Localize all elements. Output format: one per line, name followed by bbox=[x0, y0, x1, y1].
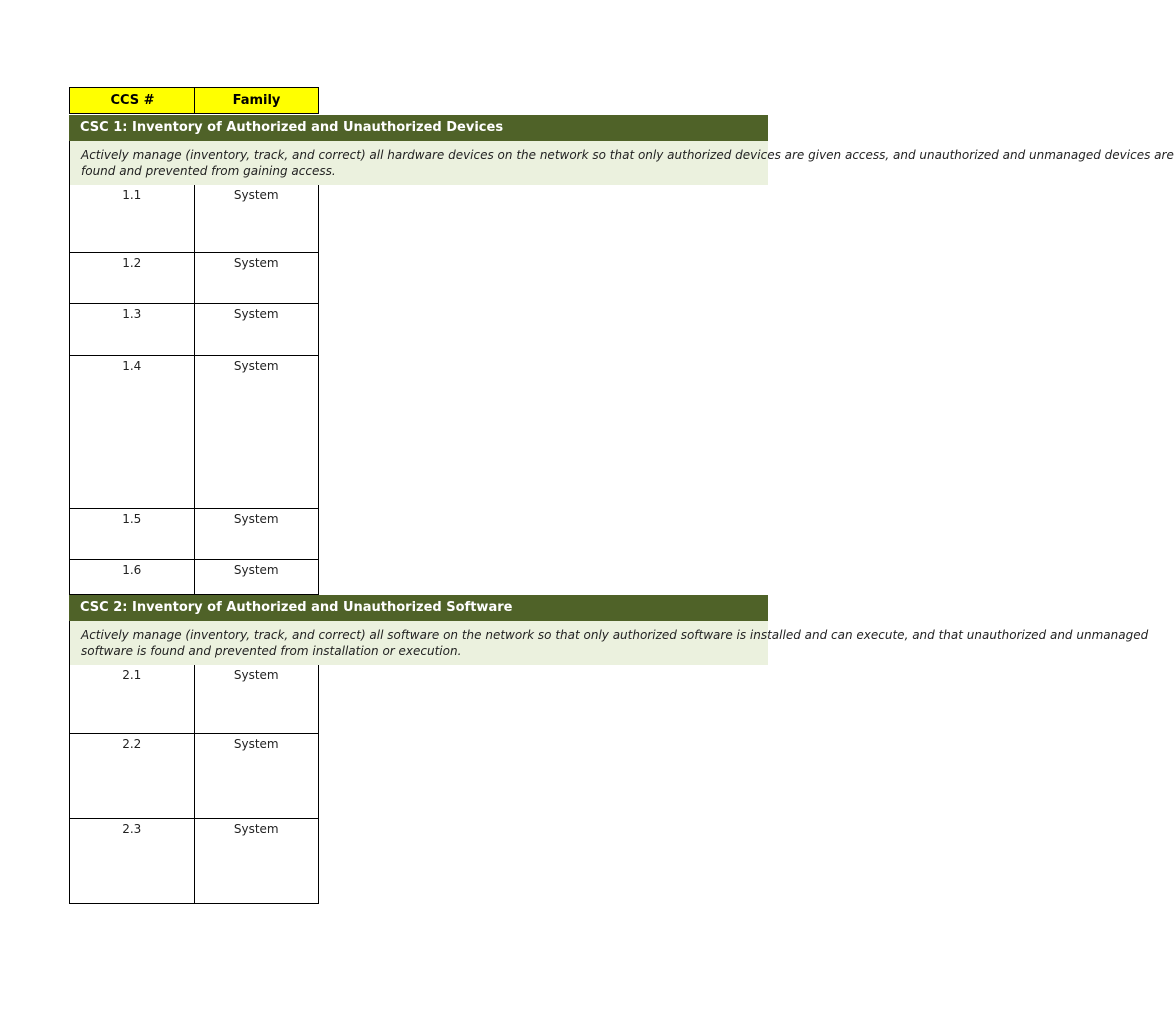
description-line: Actively manage (inventory, track, and correct) all software on the network so that only authorized software is installed and can execute, and that unauthorized and unmanaged bbox=[81, 628, 1149, 642]
table-row[interactable] bbox=[69, 253, 319, 304]
table-row[interactable] bbox=[69, 734, 319, 819]
family-cell: System bbox=[233, 563, 279, 577]
table-row[interactable] bbox=[69, 185, 319, 253]
ccs-number-cell: 1.3 bbox=[70, 304, 195, 355]
ccs-number-cell: 1.2 bbox=[70, 253, 195, 303]
ccs-number-cell: 1.5 bbox=[70, 509, 195, 559]
section-description-csc2[interactable] bbox=[69, 621, 1149, 665]
column-header-family[interactable]: Family bbox=[194, 87, 319, 114]
ccs-number-cell: 1.6 bbox=[70, 560, 195, 594]
family-cell: System bbox=[233, 359, 279, 373]
section-title: CSC 1: Inventory of Authorized and Unauthorized Devices bbox=[80, 120, 504, 135]
description-line: found and prevented from gaining access. bbox=[81, 164, 336, 178]
table-row[interactable] bbox=[69, 509, 319, 560]
column-header-ccs[interactable]: CCS # bbox=[69, 87, 195, 114]
ccs-number-cell: 2.2 bbox=[70, 734, 195, 818]
section-header-csc1[interactable] bbox=[69, 115, 768, 141]
section-description-csc1[interactable] bbox=[69, 141, 1174, 185]
table-row[interactable] bbox=[69, 665, 319, 734]
section-title: CSC 2: Inventory of Authorized and Unauthorized Software bbox=[80, 600, 513, 615]
ccs-number-cell: 1.4 bbox=[70, 356, 195, 508]
section-header-csc2[interactable] bbox=[69, 595, 768, 621]
ccs-number-cell: 1.1 bbox=[70, 185, 195, 252]
family-cell: System bbox=[233, 737, 279, 751]
table-row[interactable] bbox=[69, 304, 319, 356]
description-line: Actively manage (inventory, track, and correct) all hardware devices on the network so that only authorized devices are given access, and unauthorized and unmanaged devices are bbox=[81, 148, 1174, 162]
ccs-number-cell: 2.3 bbox=[70, 819, 195, 903]
description-line: software is found and prevented from installation or execution. bbox=[81, 644, 462, 658]
family-cell: System bbox=[233, 512, 279, 526]
family-cell: System bbox=[233, 256, 279, 270]
family-cell: System bbox=[233, 822, 279, 836]
table-row[interactable] bbox=[69, 560, 319, 595]
table-row[interactable] bbox=[69, 819, 319, 904]
family-cell: System bbox=[233, 188, 279, 202]
family-cell: System bbox=[233, 668, 279, 682]
ccs-number-cell: 2.1 bbox=[70, 665, 195, 733]
family-cell: System bbox=[233, 307, 279, 321]
table-row[interactable] bbox=[69, 356, 319, 509]
